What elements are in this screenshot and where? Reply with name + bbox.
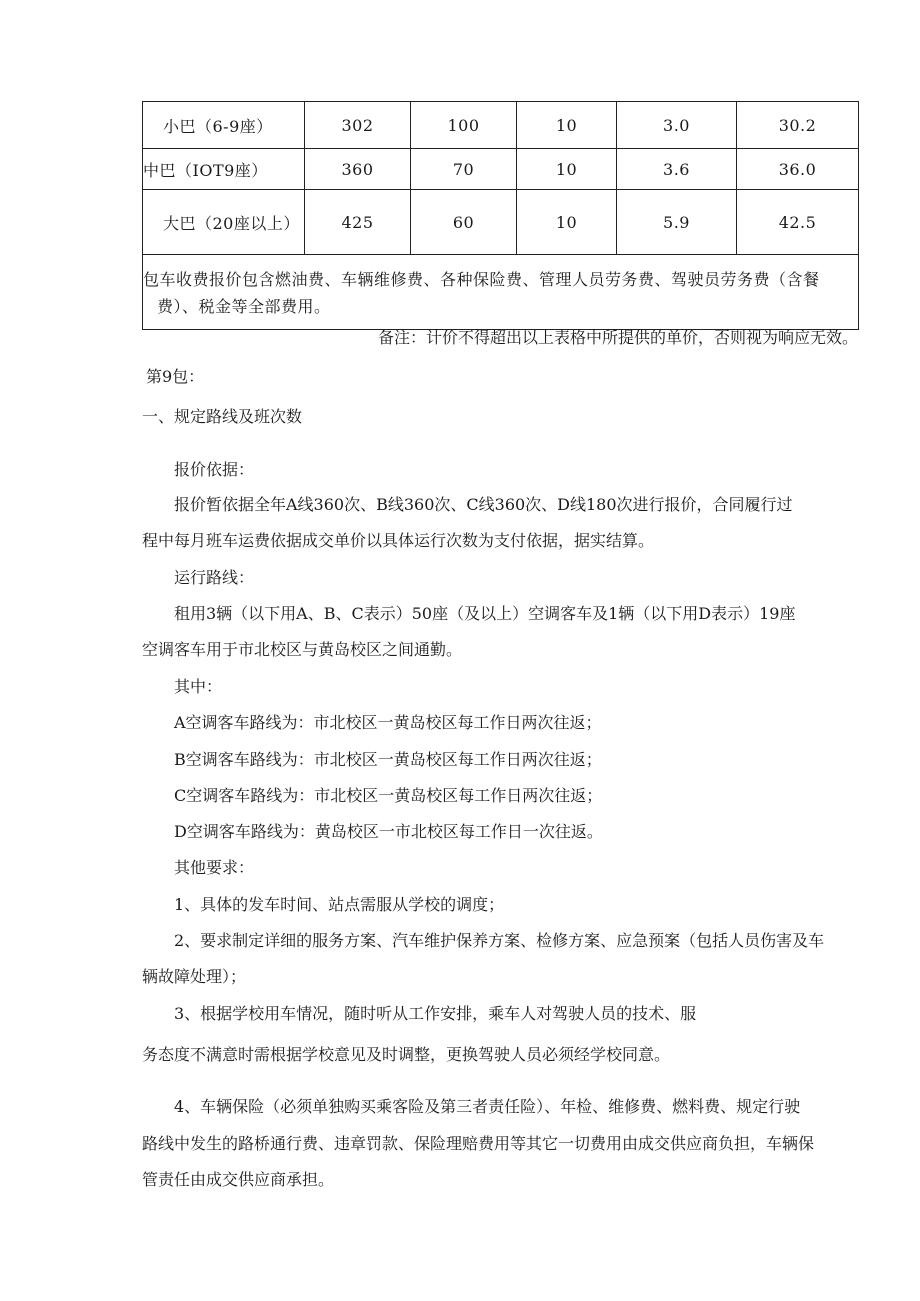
table-row — [143, 102, 859, 149]
route-line2: 空调客车用于市北校区与黄岛校区之间通勤。 — [142, 640, 463, 659]
vehicle-name: 中巴（IOT9座） — [143, 149, 305, 190]
route-a: A空调客车路线为：市北校区一黄岛校区每工作日两次往返； — [174, 713, 602, 732]
table-note-line2: 费）、税金等全部费用。 — [157, 297, 331, 316]
among-label: 其中： — [174, 677, 223, 696]
route-c: C空调客车路线为：市北校区一黄岛校区每工作日两次往返； — [174, 786, 603, 805]
section-title: 一、规定路线及班次数 — [142, 407, 303, 426]
table-cell: 5.9 — [617, 190, 737, 255]
requirement-3-line2: 务态度不满意时需根据学校意见及时调整，更换驾驶人员必须经学校同意。 — [142, 1045, 671, 1064]
remark: 备注：计价不得超出以上表格中所提供的单价，否则视为响应无效。 — [377, 328, 858, 347]
requirement-2-line1: 2、要求制定详细的服务方案、汽车维护保养方案、检修方案、应急预案（包括人员伤害及车 — [174, 931, 825, 950]
table-cell: 30.2 — [737, 102, 859, 149]
table-note-line1: 包车收费报价包含燃油费、车辆维修费、各种保险费、管理人员劳务费、驾驶员劳务费（含餐 — [143, 270, 820, 289]
requirement-3-line1: 3、根据学校用车情况，随时听从工作安排，乘车人对驾驶人员的技术、服 — [174, 1004, 697, 1023]
vehicle-name: 小巴（6-9座） — [143, 102, 305, 149]
requirement-2-line2: 辆故障处理）； — [142, 967, 247, 986]
table-note — [143, 255, 859, 330]
table-cell: 10 — [517, 149, 617, 190]
route-d: D空调客车路线为：黄岛校区一市北校区每工作日一次往返。 — [174, 822, 603, 841]
package-title: 第9包： — [146, 367, 205, 386]
route-b: B空调客车路线为：市北校区一黄岛校区每工作日两次往返； — [174, 750, 602, 769]
requirement-1: 1、具体的发车时间、站点需服从学校的调度； — [174, 895, 505, 914]
table-cell: 360 — [305, 149, 411, 190]
table-cell: 100 — [411, 102, 517, 149]
price-table — [142, 101, 859, 330]
table-cell: 10 — [517, 190, 617, 255]
table-cell: 42.5 — [737, 190, 859, 255]
other-requirements-label: 其他要求： — [174, 858, 255, 877]
table-cell: 60 — [411, 190, 517, 255]
quote-basis-line1: 报价暂依据全年A线360次、B线360次、C线360次、D线180次进行报价，合同履行过 — [174, 495, 793, 514]
table-row — [143, 190, 859, 255]
table-row — [143, 149, 859, 190]
table-cell: 3.0 — [617, 102, 737, 149]
quote-basis-line2: 程中每月班车运费依据成交单价以具体运行次数为支付依据，据实结算。 — [142, 531, 655, 550]
table-cell: 425 — [305, 190, 411, 255]
requirement-4-line1: 4、车辆保险（必须单独购买乘客险及第三者责任险）、年检、维修费、燃料费、规定行驶 — [174, 1097, 801, 1116]
quote-basis-label: 报价依据： — [174, 460, 255, 479]
table-cell: 70 — [411, 149, 517, 190]
route-label: 运行路线： — [174, 568, 255, 587]
requirement-4-line3: 管责任由成交供应商承担。 — [142, 1170, 335, 1189]
table-cell: 36.0 — [737, 149, 859, 190]
requirement-4-line2: 路线中发生的路桥通行费、违章罚款、保险理赔费用等其它一切费用由成交供应商负担，车辆保 — [142, 1134, 815, 1153]
route-line1: 租用3辆（以下用A、B、C表示）50座（及以上）空调客车及1辆（以下用D表示）19座 — [174, 604, 796, 623]
table-cell: 302 — [305, 102, 411, 149]
vehicle-name: 大巴（20座以上） — [143, 190, 305, 255]
table-cell: 10 — [517, 102, 617, 149]
table-note-row — [143, 255, 859, 330]
table-cell: 3.6 — [617, 149, 737, 190]
